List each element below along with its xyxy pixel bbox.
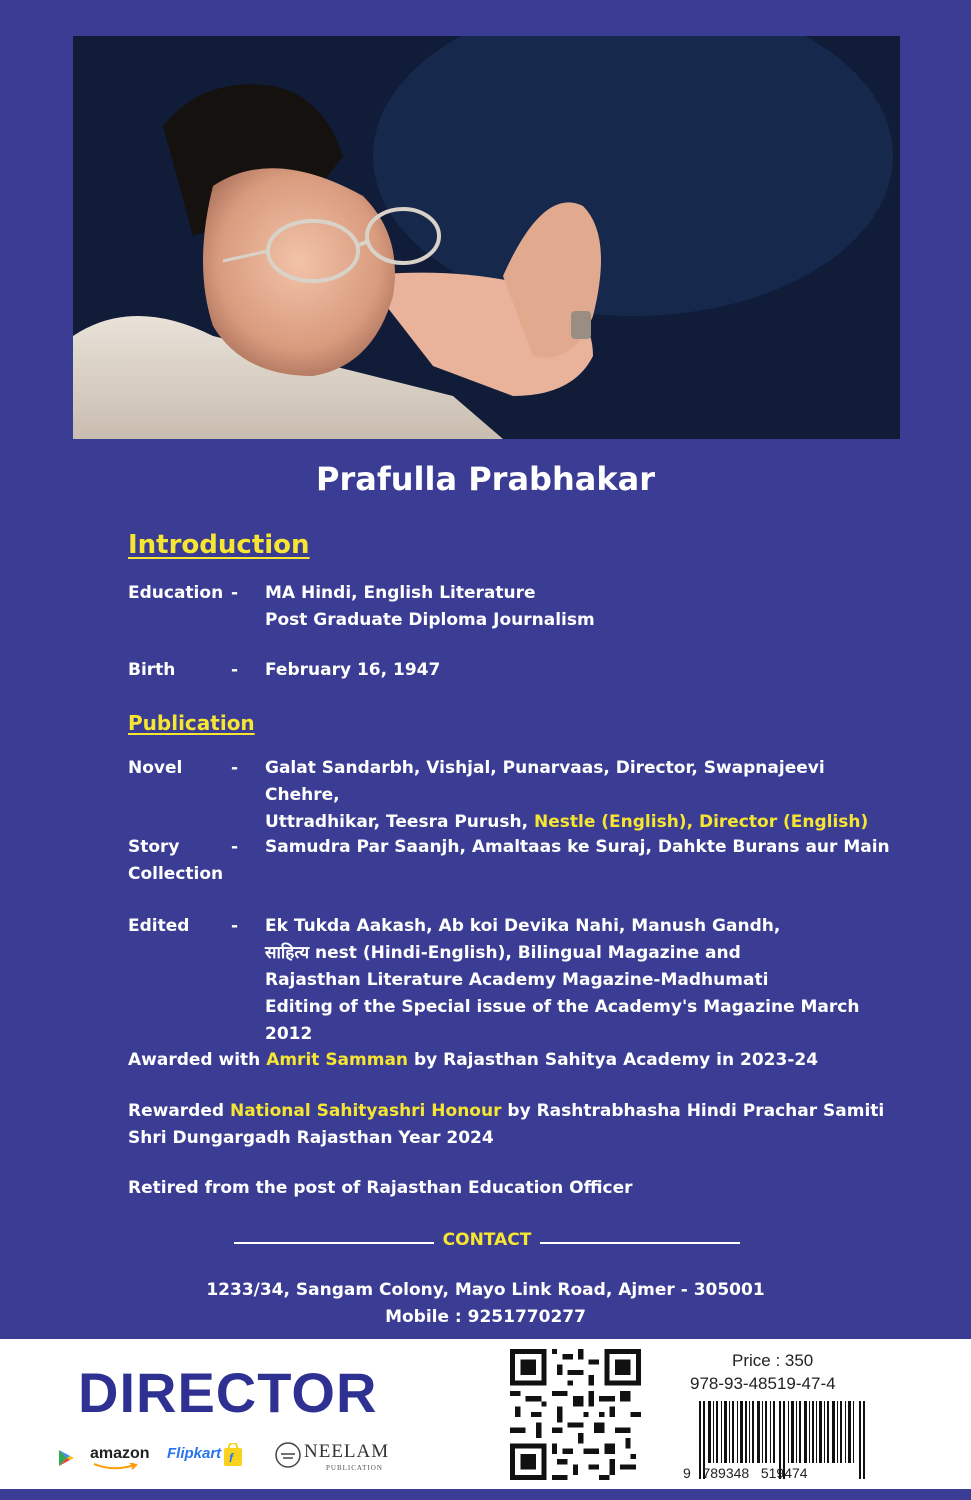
award-2-prefix: Rewarded	[128, 1101, 230, 1121]
qr-code-icon[interactable]	[510, 1349, 641, 1480]
award-sahityashri	[128, 1098, 908, 1152]
sahitya-emblem-icon	[274, 1441, 302, 1469]
bottom-strip	[0, 1489, 971, 1500]
amazon-smile-icon	[92, 1463, 140, 1471]
award-1-suffix: by Rajasthan Sahitya Academy in 2023-24	[408, 1050, 819, 1070]
novel-english-titles: Nestle (English), Director (English)	[534, 812, 869, 832]
price-block	[690, 1349, 870, 1395]
neelam-logo: NEELAM	[304, 1441, 390, 1462]
book-title: DIRECTOR	[78, 1361, 378, 1424]
novel-line-2: Uttradhikar, Teesra Purush,	[265, 812, 534, 832]
isbn: 978-93-48519-47-4	[690, 1374, 836, 1393]
award-amrit-samman	[128, 1047, 908, 1074]
author-portrait-icon	[73, 36, 900, 439]
education-label: Education	[128, 583, 224, 603]
edited-line-2: साहित्य nest (Hindi-English), Bilingual Magazine and	[265, 943, 741, 963]
contact-label: CONTACT	[440, 1230, 535, 1250]
edited-line-3: Rajasthan Literature Academy Magazine-Madhumati	[265, 970, 769, 990]
award-2-line-2: Shri Dungargadh Rajasthan Year 2024	[128, 1128, 494, 1148]
contact-details	[0, 1277, 971, 1331]
google-play-icon	[56, 1448, 76, 1468]
birth-label: Birth	[128, 660, 176, 680]
edited-line-1: Ek Tukda Aakash, Ab koi Devika Nahi, Manush Gandh,	[265, 916, 781, 936]
retired-note: Retired from the post of Rajasthan Education Officer	[128, 1178, 633, 1198]
education-value	[265, 580, 905, 634]
dash: -	[231, 758, 239, 778]
novel-label: Novel	[128, 758, 183, 778]
dash: -	[231, 583, 239, 603]
author-name: Prafulla Prabhakar	[316, 460, 655, 498]
story-label-2: Collection	[128, 864, 224, 884]
education-line-2: Post Graduate Diploma Journalism	[265, 610, 595, 630]
story-collection-value: Samudra Par Saanjh, Amaltaas ke Suraj, Dahkte Burans aur Main	[265, 837, 890, 857]
flipkart-bag-icon	[223, 1443, 243, 1467]
edited-value	[265, 913, 905, 1048]
award-2-highlight: National Sahityashri Honour	[229, 1101, 502, 1121]
flipkart-logo	[167, 1445, 221, 1462]
dash: -	[231, 837, 239, 857]
barcode-digits: 9 789348 519474	[683, 1465, 808, 1481]
contact-divider	[234, 1230, 740, 1256]
store-logos	[56, 1439, 436, 1473]
story-collection-label	[128, 834, 228, 888]
novel-value	[265, 755, 905, 836]
author-photo	[73, 36, 900, 439]
price: Price : 350	[732, 1351, 814, 1370]
amazon-text: amazon	[90, 1445, 150, 1462]
contact-address: 1233/34, Sangam Colony, Mayo Link Road, Ajmer - 305001	[206, 1280, 765, 1300]
publication-heading: Publication	[128, 711, 255, 735]
flipkart-text: Flipkart	[167, 1445, 222, 1462]
award-1-highlight: Amrit Samman	[266, 1050, 409, 1070]
award-1-prefix: Awarded with	[128, 1050, 267, 1070]
introduction-heading: Introduction	[128, 530, 310, 560]
contact-heading	[234, 1230, 740, 1250]
svg-text:f: f	[229, 1451, 233, 1465]
edited-line-4: Editing of the Special issue of the Academy's Magazine March 2012	[265, 997, 860, 1044]
amazon-logo	[90, 1445, 150, 1463]
birth-value: February 16, 1947	[265, 660, 441, 680]
footer-band	[0, 1339, 971, 1489]
education-line-1: MA Hindi, English Literature	[265, 583, 536, 603]
contact-mobile: Mobile : 9251770277	[385, 1307, 586, 1327]
award-2-suffix: by Rashtrabhasha Hindi Prachar Samiti	[501, 1101, 885, 1121]
story-label-1: Story	[128, 837, 180, 857]
dash: -	[231, 660, 239, 680]
dash: -	[231, 916, 239, 936]
novel-line-1: Galat Sandarbh, Vishjal, Punarvaas, Director, Swapnajeevi Chehre,	[265, 758, 825, 805]
edited-label: Edited	[128, 916, 190, 936]
neelam-subtitle: PUBLICATION	[326, 1464, 383, 1472]
